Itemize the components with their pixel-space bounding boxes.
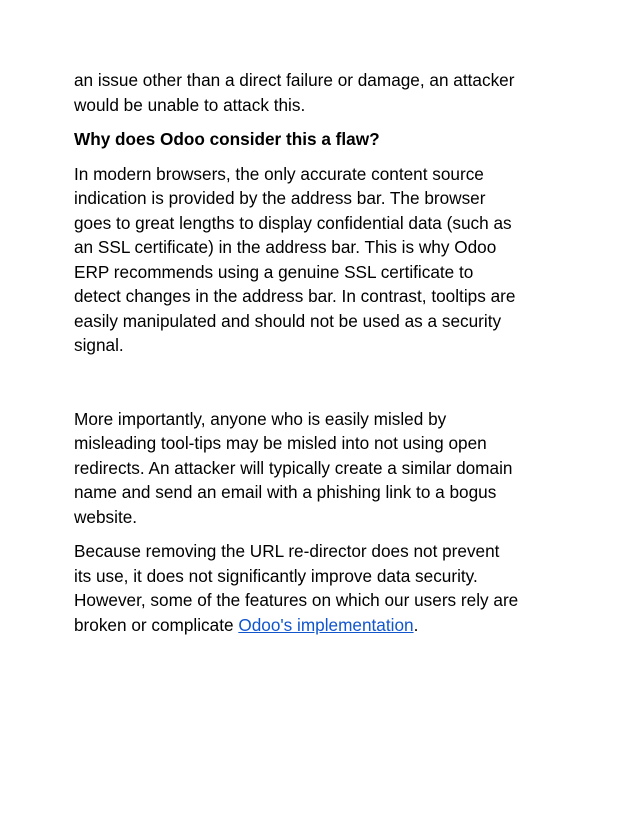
section-heading: Why does Odoo consider this a flaw? [74, 129, 380, 149]
text-line: signal. [74, 335, 124, 355]
text-line: misleading tool-tips may be misled into not using open [74, 433, 487, 453]
text-line: However, some of the features on which our users rely are [74, 590, 519, 610]
text-line: its use, it does not significantly improve data security. [74, 565, 478, 586]
paragraph-redirector [74, 539, 574, 637]
text-line: redirects. An attacker will typically create a similar domain [74, 457, 513, 478]
text-line: In modern browsers, the only accurate content source [74, 163, 484, 184]
text-line: ERP recommends using a genuine SSL certificate to [74, 261, 474, 282]
text-line: website. [74, 506, 138, 527]
text-fragment: . [413, 614, 419, 635]
text-line: name and send an email with a phishing link to a bogus [74, 482, 497, 502]
paragraph-address-bar [74, 162, 574, 358]
paragraph-tooltips [74, 407, 574, 530]
text-line: detect changes in the address bar. In contrast, tooltips are [74, 286, 516, 306]
text-line: an SSL certificate) in the address bar. This is why Odoo [74, 237, 497, 257]
text-line: goes to great lengths to display confidential data (such as [74, 212, 512, 233]
text-line: More importantly, anyone who is easily misled by [74, 408, 447, 429]
paragraph-intro [74, 68, 574, 117]
text-line: indication is provided by the address bar. The browser [74, 188, 486, 208]
text-line: easily manipulated and should not be used as a security [74, 310, 502, 331]
text-fragment: broken or complicate [74, 614, 239, 635]
text-line: Because removing the URL re-director does not prevent [74, 541, 500, 561]
text-line: an issue other than a direct failure or damage, an attacker [74, 70, 515, 90]
document-body [74, 68, 574, 637]
text-line: would be unable to attack this. [74, 94, 306, 115]
odoo-implementation-link[interactable]: Odoo's implementation [238, 614, 414, 635]
text-line-with-link [74, 613, 574, 638]
